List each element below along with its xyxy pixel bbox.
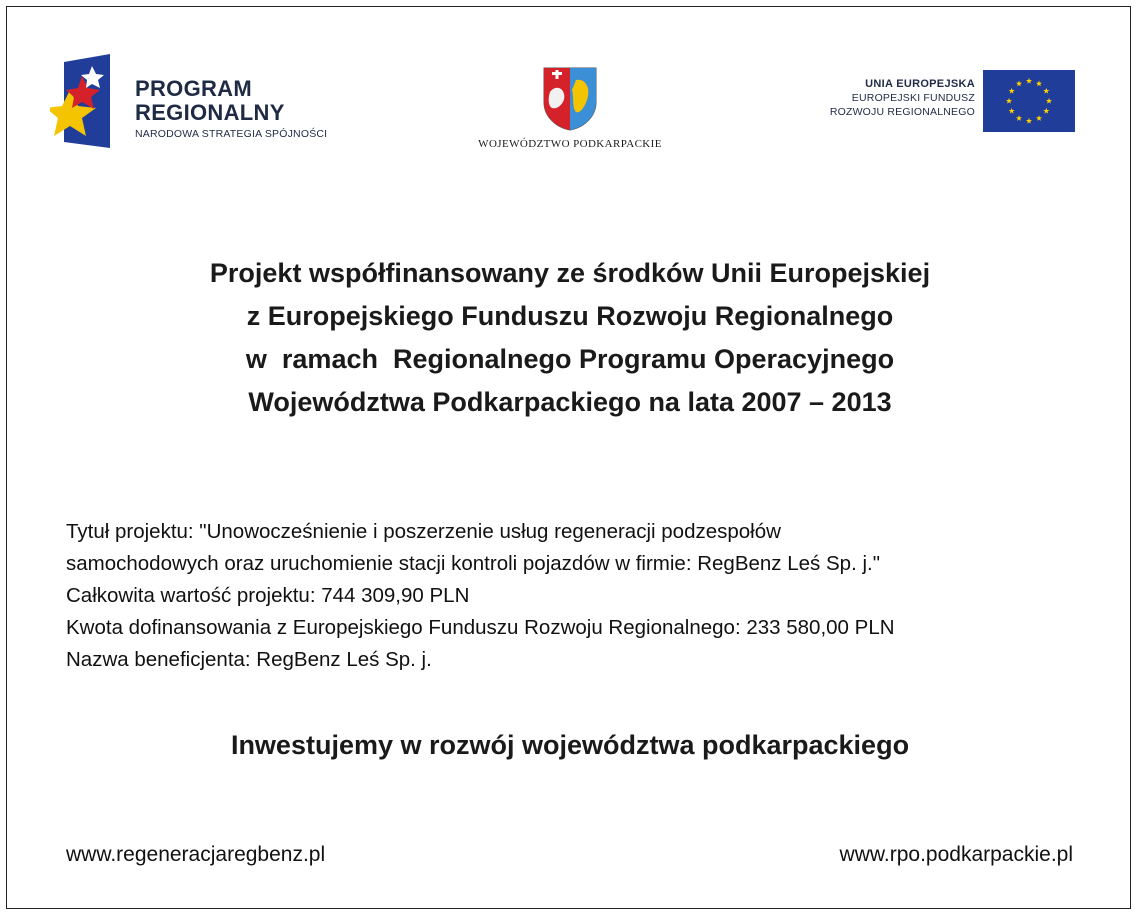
headline-line-2: z Europejskiego Funduszu Rozwoju Regionalnego bbox=[246, 301, 894, 331]
program-regionalny-logo bbox=[50, 50, 370, 150]
project-title-line-2: samochodowych oraz uruchomienie stacji kontroli pojazdów w firmie: RegBenz Leś Sp. j." bbox=[66, 552, 880, 575]
narodowa-strategia-label: NARODOWA STRATEGIA SPÓJNOŚCI bbox=[135, 128, 328, 140]
wojewodztwo-label: WOJEWÓDZTWO PODKARPACKIE bbox=[478, 138, 662, 150]
headline-block bbox=[60, 252, 1080, 424]
headline-line-3: w ramach Regionalnego Programu Operacyjnego bbox=[245, 344, 895, 374]
headline-line-4: Województwa Podkarpackiego na lata 2007 – 2013 bbox=[248, 387, 892, 417]
program-label: PROGRAM bbox=[135, 76, 252, 101]
project-cofinancing: Kwota dofinansowania z Europejskiego Funduszu Rozwoju Regionalnego: 233 580,00 PLN bbox=[66, 616, 895, 639]
wojewodztwo-logo bbox=[455, 66, 685, 156]
project-title-line-1: Tytuł projektu: "Unowocześnienie i poszerzenie usług regeneracji podzespołów bbox=[66, 520, 781, 543]
beneficiary-website-link[interactable]: www.regeneracjaregbenz.pl bbox=[66, 843, 326, 866]
rozwoju-regionalnego-label: ROZWOJU REGIONALNEGO bbox=[829, 106, 975, 118]
program-regionalny-emblem-icon bbox=[50, 50, 130, 150]
rpo-website-link[interactable]: www.rpo.podkarpackie.pl bbox=[839, 843, 1073, 866]
headline-line-1: Projekt współfinansowany ze środków Unii Europejskiej bbox=[209, 258, 931, 288]
project-details bbox=[66, 516, 1096, 676]
project-total-value: Całkowita wartość projektu: 744 309,90 PLN bbox=[66, 584, 470, 607]
eu-text-block bbox=[830, 78, 975, 118]
regionalny-label: REGIONALNY bbox=[135, 100, 285, 125]
unia-europejska-label: UNIA EUROPEJSKA bbox=[865, 78, 975, 90]
eu-flag-icon bbox=[983, 70, 1075, 132]
project-beneficiary: Nazwa beneficjenta: RegBenz Leś Sp. j. bbox=[66, 648, 432, 671]
europejski-fundusz-label: EUROPEJSKI FUNDUSZ bbox=[851, 92, 975, 104]
coat-of-arms-icon bbox=[542, 66, 598, 132]
unia-europejska-logo bbox=[800, 68, 1080, 134]
slogan: Inwestujemy w rozwój województwa podkarpackiego bbox=[230, 730, 910, 760]
